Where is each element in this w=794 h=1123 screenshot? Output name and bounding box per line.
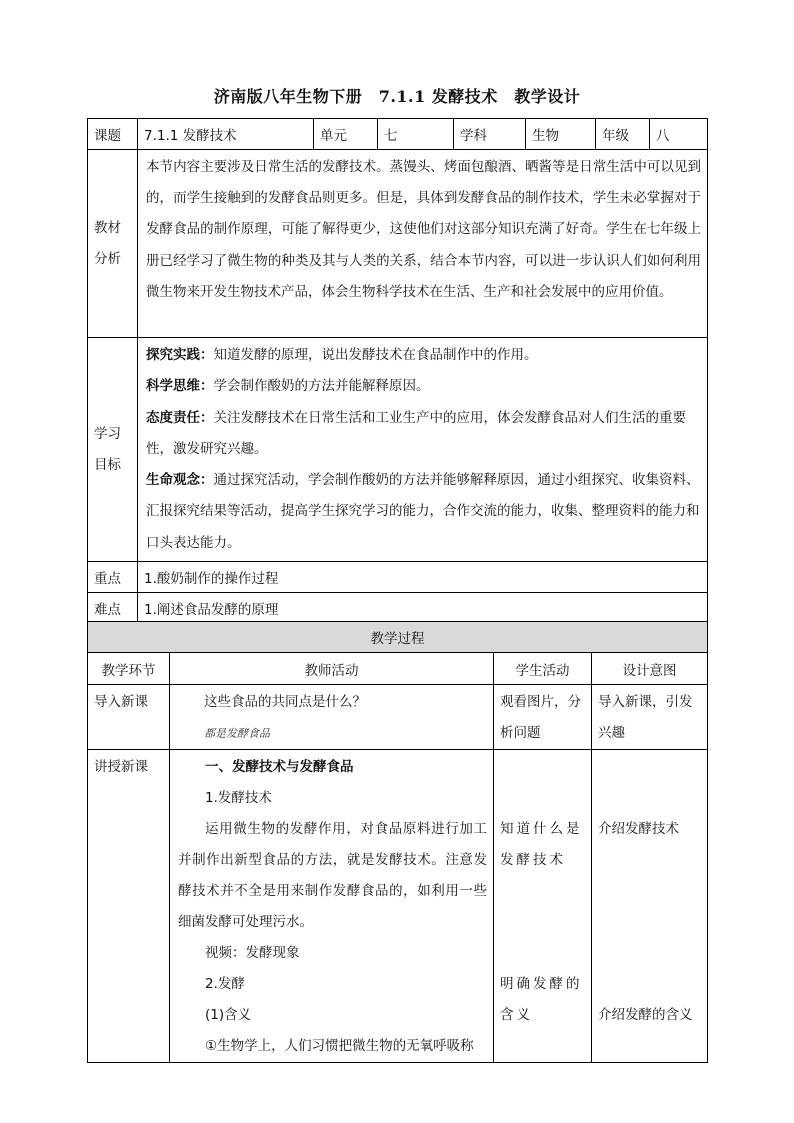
goals-row bbox=[88, 338, 708, 562]
col-intent: 设计意图 bbox=[592, 653, 708, 685]
col-teacher: 教师活动 bbox=[170, 653, 494, 685]
key-point-text: 1.酸奶制作的操作过程 bbox=[138, 562, 708, 593]
goals-label-line2: 目标 bbox=[94, 456, 121, 473]
analysis-label-line1: 教材 bbox=[94, 219, 121, 236]
grade-value: 八 bbox=[650, 119, 708, 150]
lecture-point2-text: ①生物学上，人们习惯把微生物的无氧呼吸称 bbox=[205, 1038, 474, 1054]
difficult-point-row bbox=[88, 593, 708, 624]
subject-label: 学科 bbox=[454, 119, 526, 150]
analysis-label-line2: 分析 bbox=[94, 250, 121, 267]
lecture-point1: 1.发酵技术 bbox=[205, 790, 272, 806]
key-point-label: 重点 bbox=[88, 562, 138, 593]
process-header: 教学过程 bbox=[88, 622, 708, 653]
goals-list bbox=[138, 338, 708, 562]
lecture-student-2: 明确发酵的含义 bbox=[500, 976, 583, 1023]
unit-label: 单元 bbox=[314, 119, 378, 150]
page-title: 济南版八年生物下册 7.1.1 发酵技术 教学设计 bbox=[213, 87, 581, 106]
lecture-video: 视频：发酵现象 bbox=[205, 945, 300, 961]
goals-label bbox=[88, 338, 138, 562]
process-header-row bbox=[88, 622, 708, 653]
lecture-student-1: 知道什么是发酵技术 bbox=[500, 821, 583, 868]
difficult-point-text: 1.阐述食品发酵的原理 bbox=[138, 593, 708, 624]
process-columns-row bbox=[88, 653, 708, 685]
lecture-point1-text: 运用微生物的发酵作用，对食品原料进行加工并制作出新型食品的方法，就是发酵技术。注意发酵技术并不全是用来制作发酵食品的，如利用一些细菌发酵可处理污水。 bbox=[178, 821, 487, 930]
process-table bbox=[87, 621, 708, 1063]
intro-teacher bbox=[170, 685, 494, 750]
lecture-row bbox=[88, 750, 708, 1063]
goal-head: 探究实践： bbox=[146, 347, 214, 363]
goal-item bbox=[146, 403, 701, 466]
lecture-student bbox=[494, 750, 592, 1063]
goal-item bbox=[146, 465, 701, 559]
goal-item bbox=[146, 340, 701, 371]
col-student: 学生活动 bbox=[494, 653, 592, 685]
lecture-section-title: 一、发酵技术与发酵食品 bbox=[205, 759, 354, 775]
goal-text: 通过探究活动，学会制作酸奶的方法并能够解释原因，通过小组探究、收集资料、汇报探究结果等活动，提高学生探究学习的能力，合作交流的能力，收集、整理资料的能力和口头表达能力。 bbox=[146, 472, 700, 551]
analysis-text: 本节内容主要涉及日常生活的发酵技术。蒸馒头、烤面包酿酒、晒酱等是日常生活中可以见到的，而学生接触到的发酵食品则更多。但是，具体到发酵食品的制作技术，学生未必掌握对于发酵食品的制作原理，可能了解得更少，这使他们对这部分知识充满了好奇。学生在七年级上册已经学习了微生物的种类及其与人类的关系，结合本节内容，可以进一步认识人们如何利用微生物来开发生物技术产品，体会生物科学技术在生活、生产和社会发展中的应用价值。 bbox=[138, 150, 708, 338]
goal-text: 知道发酵的原理，说出发酵技术在食品制作中的作用。 bbox=[213, 347, 538, 363]
lecture-intent-2: 介绍发酵的含义 bbox=[598, 1007, 693, 1023]
topic-label: 课题 bbox=[88, 119, 138, 150]
intro-row bbox=[88, 685, 708, 750]
intro-stage: 导入新课 bbox=[88, 685, 170, 750]
intro-intent: 导入新课，引发兴趣 bbox=[592, 685, 708, 750]
col-stage: 教学环节 bbox=[88, 653, 170, 685]
analysis-row bbox=[88, 150, 708, 338]
lecture-intent bbox=[592, 750, 708, 1063]
lecture-teacher bbox=[170, 750, 494, 1063]
goal-text: 学会制作酸奶的方法并能解释原因。 bbox=[213, 378, 430, 395]
subject-value: 生物 bbox=[526, 119, 596, 150]
lecture-intent-1: 介绍发酵技术 bbox=[598, 821, 679, 837]
difficult-point-label: 难点 bbox=[88, 593, 138, 624]
info-table bbox=[87, 118, 708, 624]
intro-student: 观看图片，分析问题 bbox=[494, 685, 592, 750]
topic-value: 7.1.1 发酵技术 bbox=[138, 119, 314, 150]
info-row bbox=[88, 119, 708, 150]
goal-head: 生命观念： bbox=[146, 472, 214, 489]
grade-label: 年级 bbox=[596, 119, 650, 150]
goals-label-line1: 学习 bbox=[94, 425, 121, 442]
key-point-row bbox=[88, 562, 708, 593]
goal-head: 科学思维： bbox=[146, 378, 214, 395]
intro-question: 这些食品的共同点是什么？ bbox=[204, 694, 366, 710]
goal-text: 关注发酵技术在日常生活和工业生产中的应用，体会发酵食品对人们生活的重要性，激发研究兴趣。 bbox=[146, 409, 686, 457]
goal-item bbox=[146, 371, 701, 402]
goal-head: 态度责任： bbox=[146, 409, 214, 426]
unit-value: 七 bbox=[378, 119, 454, 150]
intro-handwritten-note: 都是发酵食品 bbox=[204, 727, 270, 740]
lecture-point2-sub: (1)含义 bbox=[205, 1007, 252, 1023]
lecture-stage: 讲授新课 bbox=[88, 750, 170, 1063]
analysis-label bbox=[88, 150, 138, 338]
lecture-point2: 2.发酵 bbox=[205, 976, 245, 992]
